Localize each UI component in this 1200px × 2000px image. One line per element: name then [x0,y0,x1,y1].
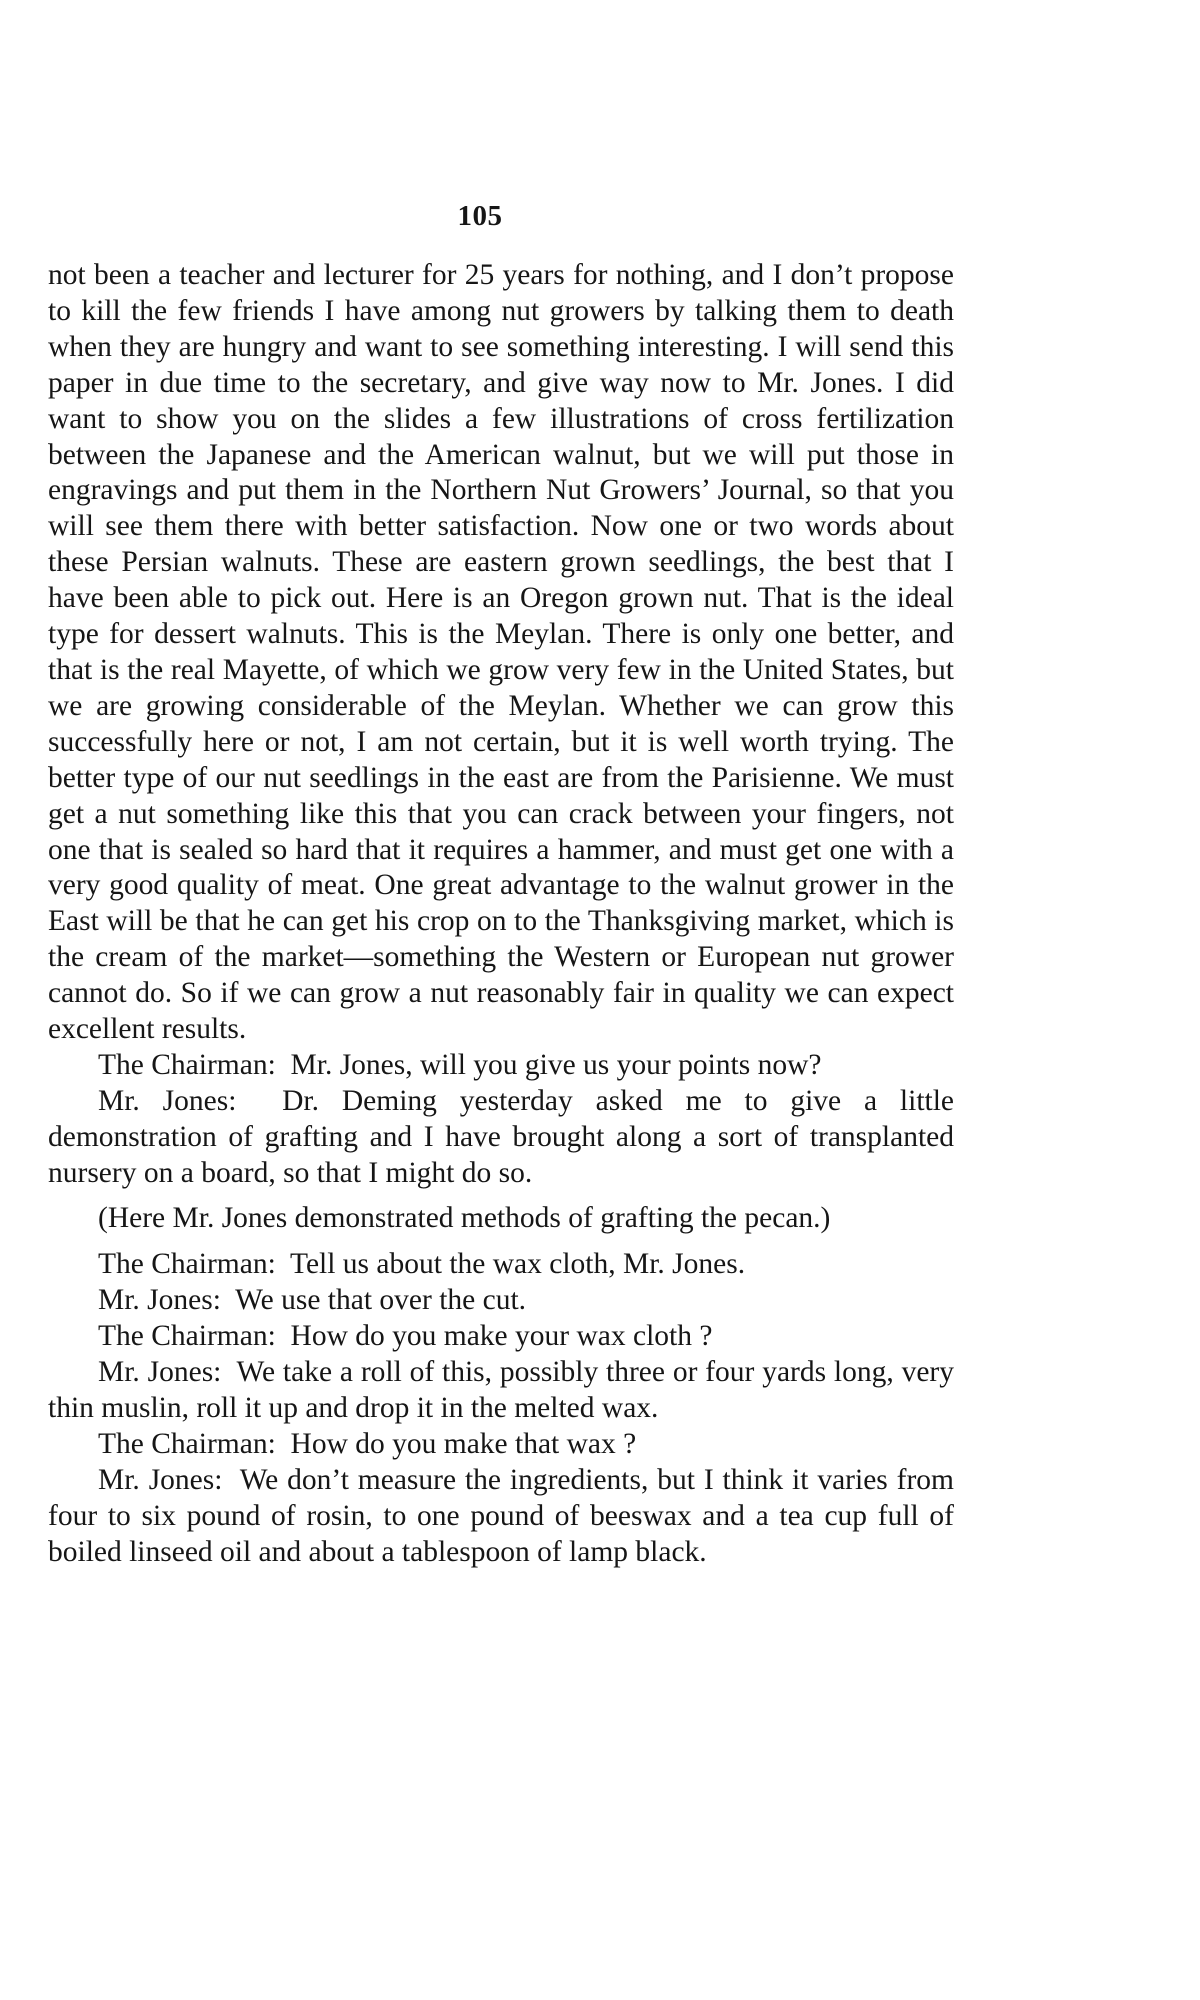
speaker-label: The Chairman: [98,1048,276,1081]
dialogue-line [48,1084,954,1192]
dialogue-text: Dr. Deming yesterday asked me to give a little demonstration of grafting and I have brought along a sort of transplanted nursery on a board, so that I might do so. [48,1084,954,1189]
body-text [48,258,954,1571]
opening-paragraph: not been a teacher and lecturer for 25 years for nothing, and I don’t propose to kill the few friends I have among nut growers by talking them to death when they are hungry and want to see something interesting. I will send this paper in due time to the secretary, and give way now to Mr. Jones. I did want to show you on the slides a few illustrations of cross fertilization between the Japanese and the American walnut, but we will put those in engravings and put them in the Northern Nut Growers’ Journal, so that you will see them there with better satisfaction. Now one or two words about these Persian walnuts. These are eastern grown seedlings, the best that I have been able to pick out. Here is an Oregon grown nut. That is the ideal type for dessert walnuts. This is the Meylan. There is only one better, and that is the real Mayette, of which we grow very few in the United States, but we are growing considerable of the Meylan. Whether we can grow this successfully here or not, I am not certain, but it is well worth trying. The better type of our nut seedlings in the east are from the Parisienne. We must get a nut something like this that you can crack between your fingers, not one that is sealed so hard that it requires a hammer, and must get one with a very good quality of meat. One great advantage to the walnut grower in the East will be that he can get his crop on to the Thanksgiving market, which is the cream of the market—something the Western or European nut grower cannot do. So if we can grow a nut reasonably fair in quality we can expect excellent results. [48,259,954,1046]
dialogue-text: We use that over the cut. [235,1284,527,1317]
dialogue-line [48,1283,954,1319]
dialogue-line [48,1427,954,1463]
speaker-label: The Chairman: [98,1428,276,1460]
stage-note: (Here Mr. Jones demonstrated methods of grafting the pecan.) [98,1201,831,1234]
dialogue-text: We take a roll of this, possibly three or four yards long, very thin muslin, roll it up and drop it in the melted wax. [48,1356,954,1425]
dialogue-text: How do you make that wax ? [290,1428,637,1460]
speaker-label: Mr. Jones: [98,1463,223,1496]
speaker-label: Mr. Jones: [98,1084,237,1117]
speaker-label: The Chairman: [98,1320,276,1353]
speaker-label: Mr. Jones: [98,1356,222,1389]
speaker-label: Mr. Jones: [98,1284,221,1317]
dialogue-line [48,1463,954,1571]
dialogue-text: How do you make your wax cloth ? [290,1320,713,1353]
dialogue-line [48,1319,954,1355]
dialogue-line [48,1247,954,1283]
dialogue-text: Mr. Jones, will you give us your points now? [290,1048,822,1081]
dialogue-text: We don’t measure the ingredients, but I think it varies from four to six pound of rosin, to one pound of beeswax and a tea cup full of boiled linseed oil and about a tablespoon of lamp black. [48,1463,955,1568]
dialogue-line [48,1048,954,1084]
speaker-label: The Chairman: [98,1248,276,1281]
dialogue-line [48,1355,954,1427]
page-number: 105 [457,200,503,232]
dialogue-text: Tell us about the wax cloth, Mr. Jones. [289,1248,746,1281]
